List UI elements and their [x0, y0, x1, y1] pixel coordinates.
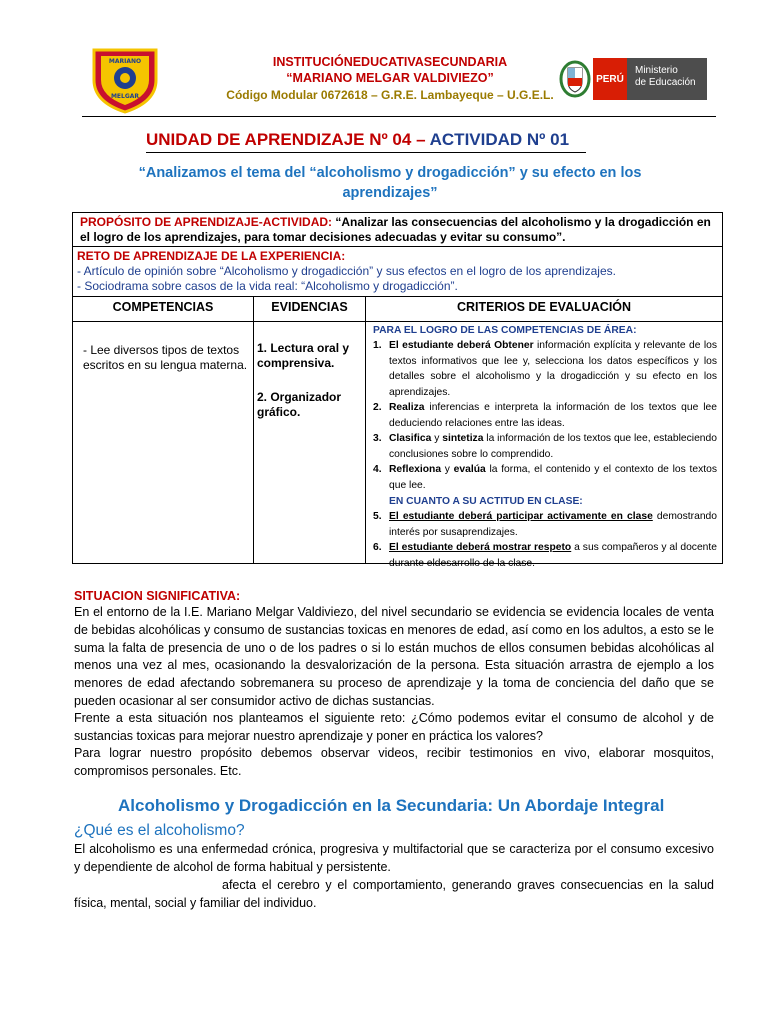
criteria-number: 1. — [373, 340, 382, 351]
criteria-text: la información de los textos que lee, estableciendo conclusiones sobre lo comprendido. — [389, 433, 717, 460]
planning-table — [72, 212, 723, 569]
criteria-text: inferencias e interpreta la información de los textos que lee deduciendo relaciones entre las ideas. — [389, 402, 717, 429]
criteria-number: 3. — [373, 433, 382, 444]
criteria-lead: El estudiante deberá participar activamente en clase — [389, 511, 653, 522]
criteria-text: demostrando interés por susaprendizajes. — [389, 511, 717, 538]
situation-paragraph: Para lograr nuestro propósito debemos observar videos, recibir testimonios en vivo, elaborar mosquitos, compromisos personales. Etc. — [74, 746, 714, 778]
situation-paragraph: Frente a esta situación nos planteamos el siguiente reto: ¿Cómo podemos evitar el consumo de alcohol y de sustancias toxicas para mejorar nuestro aprendizaje y poner en práctica los valores? — [74, 711, 714, 743]
purpose-cell — [80, 215, 716, 245]
criteria-text: información explícita y relevante de los textos informativos que lee y, selecciona los datos específicos y los detalles sobre el alcoholismo y la drogadicción y su efecto en los aprendizajes. — [389, 340, 717, 398]
challenge-cell — [77, 249, 717, 294]
criteria-connector: y — [431, 433, 443, 444]
criteria-text: la forma, el contenido y el contexto de los textos que lee. — [389, 464, 717, 491]
table-divider — [365, 296, 366, 564]
criteria-item — [373, 431, 717, 462]
criteria-connector: y — [441, 464, 454, 475]
title-underline — [146, 152, 586, 153]
criteria-cell — [373, 323, 717, 569]
activity-subtitle: “Analizamos el tema del “alcoholismo y drogadicción” y su efecto en los aprendizajes” — [138, 165, 642, 201]
header-competencias: COMPETENCIAS — [112, 300, 214, 314]
header-criterios: CRITERIOS DE EVALUACIÓN — [456, 300, 632, 314]
criteria-lead: Reflexiona — [389, 464, 442, 475]
situation-title: SITUACION SIGNIFICATIVA: — [74, 589, 241, 603]
table-divider — [253, 296, 254, 564]
purpose-text: “Analizar las consecuencias del alcoholismo y la drogadicción en el logro de los aprendizajes, para tomar decisiones adecuadas y evitar su consumo”. — [80, 215, 711, 244]
ministry-line1: Ministerio — [635, 65, 678, 76]
unit-label: UNIDAD DE APRENDIZAJE Nº 04 – — [146, 130, 430, 149]
criteria-item — [373, 509, 717, 540]
criteria-item — [373, 540, 717, 571]
svg-text:MELGAR: MELGAR — [110, 93, 140, 100]
criteria-number: 4. — [373, 464, 382, 475]
article-question: ¿Qué es el alcoholismo? — [74, 822, 245, 839]
criteria-text: a sus compañeros y al docente durante eldesarrollo de la clase. — [389, 542, 717, 569]
challenge-item: - Sociodrama sobre casos de la vida real: “Alcoholismo y drogadicción”. — [77, 279, 458, 293]
table-divider — [73, 321, 722, 322]
criteria-item — [373, 338, 717, 400]
purpose-label: PROPÓSITO DE APRENDIZAJE-ACTIVIDAD: — [80, 215, 333, 229]
criteria-number: 6. — [373, 542, 382, 553]
evidencia-item: 1. Lectura oral y comprensiva. — [257, 341, 350, 370]
ministry-line2: de Educación — [635, 77, 696, 88]
institution-line: INSTITUCIÓNEDUCATIVASECUNDARIA — [272, 55, 508, 69]
peru-label: PERÚ — [593, 58, 627, 100]
criteria-lead: El estudiante deberá Obtener — [389, 340, 534, 351]
ministry-badge — [627, 58, 707, 100]
activity-label: ACTIVIDAD Nº 01 — [429, 130, 570, 149]
situation-paragraph: En el entorno de la I.E. Mariano Melgar Valdiviezo, del nivel secundario se evidencia se evidencia locales de venta de bebidas alcohólicas y consumo de sustancias toxicas en menores de edad, así como en los adultos, a esto se le suma la falta de presencia de uno o de los padres o si lo están muchos de ellos consumen bebidas alcohólicas al menos una vez al mes, ocasionando la desvalorización de la persona. Esta situación arrastra de ejemplo a los menores de edad afectando sobremanera su proceso de aprendizaje y la toma de conciencia del daño que se pueden ocasionar al ser consumidor activo de dichas sustancias. — [74, 605, 714, 708]
criteria-item — [373, 462, 717, 493]
evidencia-item: 2. Organizador gráfico. — [257, 390, 342, 419]
peru-coat-of-arms-icon — [558, 58, 592, 100]
school-name: “MARIANO MELGAR VALDIVIEZO” — [286, 71, 494, 85]
criteria-lead: El estudiante deberá mostrar respeto — [389, 542, 572, 553]
criteria-lead: Clasifica — [389, 433, 432, 444]
criteria-lead-2: sintetiza — [442, 433, 484, 444]
challenge-item: - Artículo de opinión sobre “Alcoholismo y drogadicción” y sus efectos en el logro de los aprendizajes. — [77, 264, 616, 278]
header-evidencias: EVIDENCIAS — [271, 300, 348, 314]
article-paragraph: afecta el cerebro y el comportamiento, generando graves consecuencias en la salud física, mental, social y familiar del individuo. — [74, 878, 714, 910]
criteria-lead-2: evalúa — [453, 464, 486, 475]
school-logo — [88, 44, 162, 114]
table-divider — [73, 246, 722, 247]
criteria-number: 2. — [373, 402, 382, 413]
table-divider — [73, 296, 722, 297]
criteria-item — [373, 400, 717, 431]
modular-code-line: Código Modular 0672618 – G.R.E. Lambayeque – U.G.E.L. — [226, 88, 554, 102]
criteria-heading-area: PARA EL LOGRO DE LAS COMPETENCIAS DE ÁREA: — [373, 325, 637, 336]
criteria-heading-attitude: EN CUANTO A SU ACTITUD EN CLASE: — [389, 496, 583, 507]
competencia-item: - Lee diversos tipos de textos escritos en su lengua materna. — [83, 343, 248, 372]
article-heading: Alcoholismo y Drogadicción en la Secundaria: Un Abordaje Integral — [118, 796, 665, 815]
challenge-label: RETO DE APRENDIZAJE DE LA EXPERIENCIA: — [77, 249, 346, 263]
header-divider — [82, 116, 716, 117]
svg-text:MARIANO: MARIANO — [108, 58, 142, 65]
criteria-number: 5. — [373, 511, 382, 522]
article-paragraph: El alcoholismo es una enfermedad crónica, progresiva y multifactorial que se caracteriza por el consumo excesivo y dependiente de alcohol de forma habitual y persistente. — [74, 842, 714, 874]
criteria-lead: Realiza — [389, 402, 425, 413]
unit-activity-title — [146, 130, 569, 150]
